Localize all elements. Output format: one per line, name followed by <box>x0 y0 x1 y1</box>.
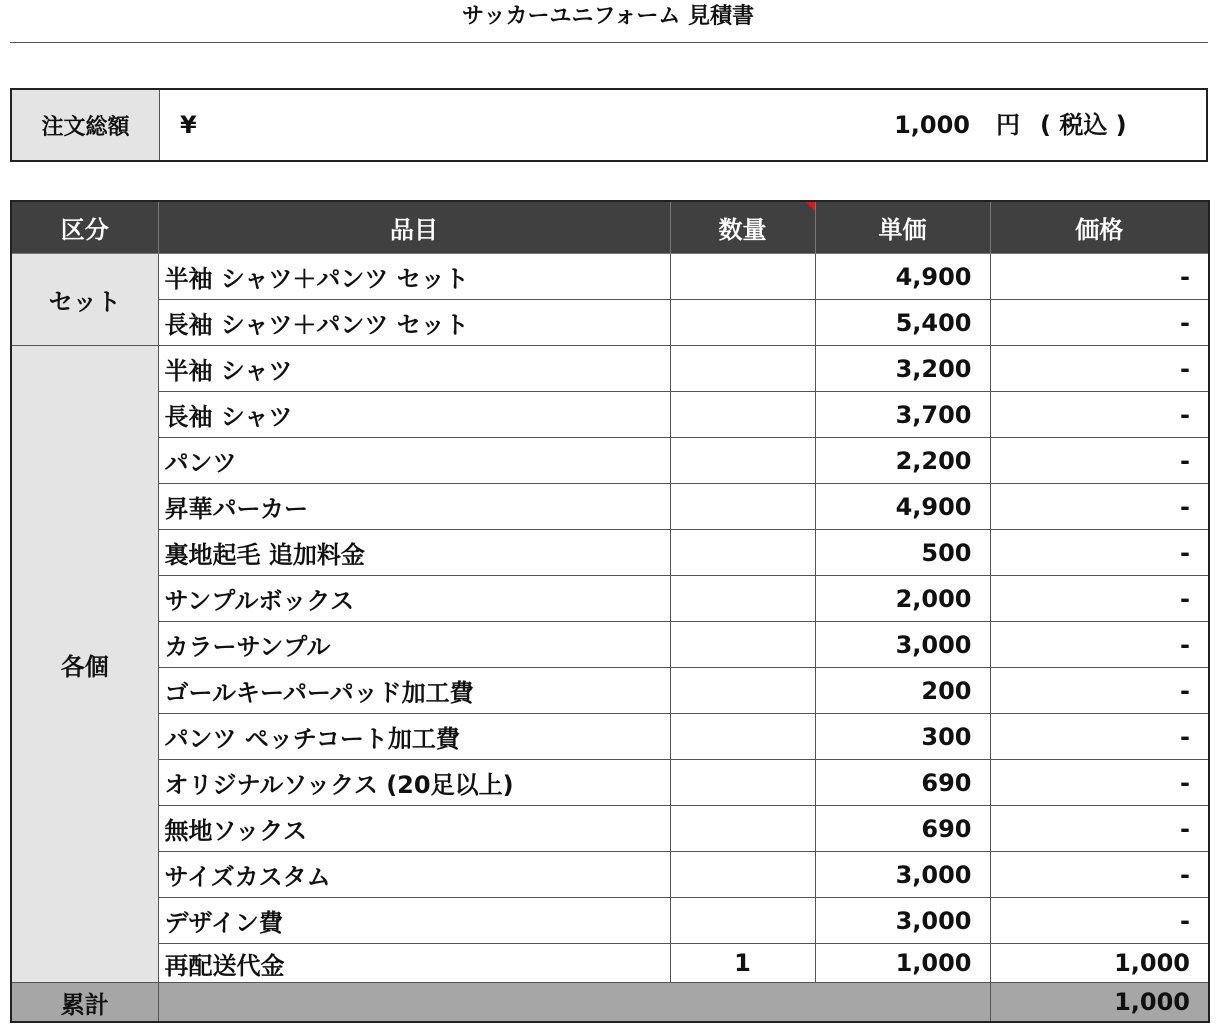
quantity-cell[interactable] <box>670 300 815 346</box>
quantity-cell[interactable]: 1 <box>670 944 815 983</box>
price-cell[interactable]: 1,000 <box>990 944 1209 983</box>
price-cell[interactable]: - <box>990 392 1209 438</box>
price-cell[interactable]: - <box>990 346 1209 392</box>
table-row <box>11 300 1209 346</box>
table-row <box>11 576 1209 622</box>
table-row <box>11 806 1209 852</box>
item-cell[interactable]: カラーサンプル <box>158 622 670 668</box>
item-cell[interactable]: パンツ ペッチコート加工費 <box>158 714 670 760</box>
item-cell[interactable]: サイズカスタム <box>158 852 670 898</box>
unit-price-cell[interactable]: 4,900 <box>815 254 990 300</box>
unit-price-cell[interactable]: 3,000 <box>815 852 990 898</box>
header-category[interactable]: 区分 <box>11 201 158 254</box>
price-cell[interactable]: - <box>990 484 1209 530</box>
quantity-cell[interactable] <box>670 254 815 300</box>
table-row <box>11 668 1209 714</box>
table-row <box>11 392 1209 438</box>
price-cell[interactable]: - <box>990 254 1209 300</box>
table-row <box>11 714 1209 760</box>
unit-price-cell[interactable]: 690 <box>815 760 990 806</box>
item-cell[interactable]: 長袖 シャツ＋パンツ セット <box>158 300 670 346</box>
table-row <box>11 760 1209 806</box>
quantity-cell[interactable] <box>670 346 815 392</box>
cumulative-total-row <box>11 983 1209 1023</box>
price-cell[interactable]: - <box>990 668 1209 714</box>
cumulative-total-label[interactable]: 累計 <box>11 983 158 1023</box>
price-cell[interactable]: - <box>990 714 1209 760</box>
price-cell[interactable]: - <box>990 760 1209 806</box>
quantity-cell[interactable] <box>670 484 815 530</box>
quantity-cell[interactable] <box>670 576 815 622</box>
order-total-unit: 円 <box>996 111 1020 139</box>
unit-price-cell[interactable]: 4,900 <box>815 484 990 530</box>
unit-price-cell[interactable]: 200 <box>815 668 990 714</box>
table-row <box>11 530 1209 576</box>
quantity-cell[interactable] <box>670 622 815 668</box>
unit-price-cell[interactable]: 2,200 <box>815 438 990 484</box>
price-cell[interactable]: - <box>990 622 1209 668</box>
quantity-cell[interactable] <box>670 760 815 806</box>
document-title: サッカーユニフォーム 見積書 <box>461 4 755 29</box>
unit-price-cell[interactable]: 2,000 <box>815 576 990 622</box>
price-cell[interactable]: - <box>990 806 1209 852</box>
order-total-label: 注文総額 <box>12 90 160 160</box>
unit-price-cell[interactable]: 3,200 <box>815 346 990 392</box>
item-cell[interactable]: 再配送代金 <box>158 944 670 983</box>
order-total-amount: 1,000 <box>894 111 970 139</box>
unit-price-cell[interactable]: 5,400 <box>815 300 990 346</box>
item-cell[interactable]: 半袖 シャツ <box>158 346 670 392</box>
table-row <box>11 944 1209 983</box>
order-total-box <box>10 88 1208 162</box>
item-cell[interactable]: デザイン費 <box>158 898 670 944</box>
unit-price-cell[interactable]: 500 <box>815 530 990 576</box>
quantity-cell[interactable] <box>670 668 815 714</box>
currency-symbol: ¥ <box>180 111 197 139</box>
item-cell[interactable]: 半袖 シャツ＋パンツ セット <box>158 254 670 300</box>
item-cell[interactable]: 無地ソックス <box>158 806 670 852</box>
cumulative-total-blank[interactable] <box>158 983 990 1023</box>
category-cell-individual[interactable]: 各個 <box>11 346 158 983</box>
table-row <box>11 852 1209 898</box>
quantity-cell[interactable] <box>670 852 815 898</box>
estimate-table <box>10 200 1210 1023</box>
price-cell[interactable]: - <box>990 852 1209 898</box>
tax-included-note: ( 税込 ) <box>1040 111 1127 139</box>
order-total-value-cell[interactable] <box>160 90 1206 160</box>
quantity-cell[interactable] <box>670 438 815 484</box>
unit-price-cell[interactable]: 690 <box>815 806 990 852</box>
header-price[interactable]: 価格 <box>990 201 1209 254</box>
header-quantity[interactable]: 数量 <box>670 201 815 254</box>
item-cell[interactable]: オリジナルソックス (20足以上) <box>158 760 670 806</box>
price-cell[interactable]: - <box>990 576 1209 622</box>
table-row <box>11 484 1209 530</box>
item-cell[interactable]: 裏地起毛 追加料金 <box>158 530 670 576</box>
header-item[interactable]: 品目 <box>158 201 670 254</box>
quantity-cell[interactable] <box>670 530 815 576</box>
item-cell[interactable]: 昇華パーカー <box>158 484 670 530</box>
cumulative-total-value[interactable]: 1,000 <box>990 983 1209 1023</box>
unit-price-cell[interactable]: 3,000 <box>815 898 990 944</box>
table-row <box>11 346 1209 392</box>
quantity-cell[interactable] <box>670 806 815 852</box>
unit-price-cell[interactable]: 3,000 <box>815 622 990 668</box>
table-row <box>11 438 1209 484</box>
item-cell[interactable]: サンプルボックス <box>158 576 670 622</box>
title-divider <box>10 42 1208 43</box>
item-cell[interactable]: ゴールキーパーパッド加工費 <box>158 668 670 714</box>
table-row <box>11 898 1209 944</box>
price-cell[interactable]: - <box>990 438 1209 484</box>
table-header-row <box>11 201 1209 254</box>
quantity-cell[interactable] <box>670 714 815 760</box>
price-cell[interactable]: - <box>990 530 1209 576</box>
item-cell[interactable]: 長袖 シャツ <box>158 392 670 438</box>
unit-price-cell[interactable]: 300 <box>815 714 990 760</box>
price-cell[interactable]: - <box>990 300 1209 346</box>
unit-price-cell[interactable]: 1,000 <box>815 944 990 983</box>
item-cell[interactable]: パンツ <box>158 438 670 484</box>
table-row <box>11 254 1209 300</box>
price-cell[interactable]: - <box>990 898 1209 944</box>
header-unit-price[interactable]: 単価 <box>815 201 990 254</box>
quantity-cell[interactable] <box>670 392 815 438</box>
category-cell-set[interactable]: セット <box>11 254 158 346</box>
table-row <box>11 622 1209 668</box>
unit-price-cell[interactable]: 3,700 <box>815 392 990 438</box>
quantity-cell[interactable] <box>670 898 815 944</box>
